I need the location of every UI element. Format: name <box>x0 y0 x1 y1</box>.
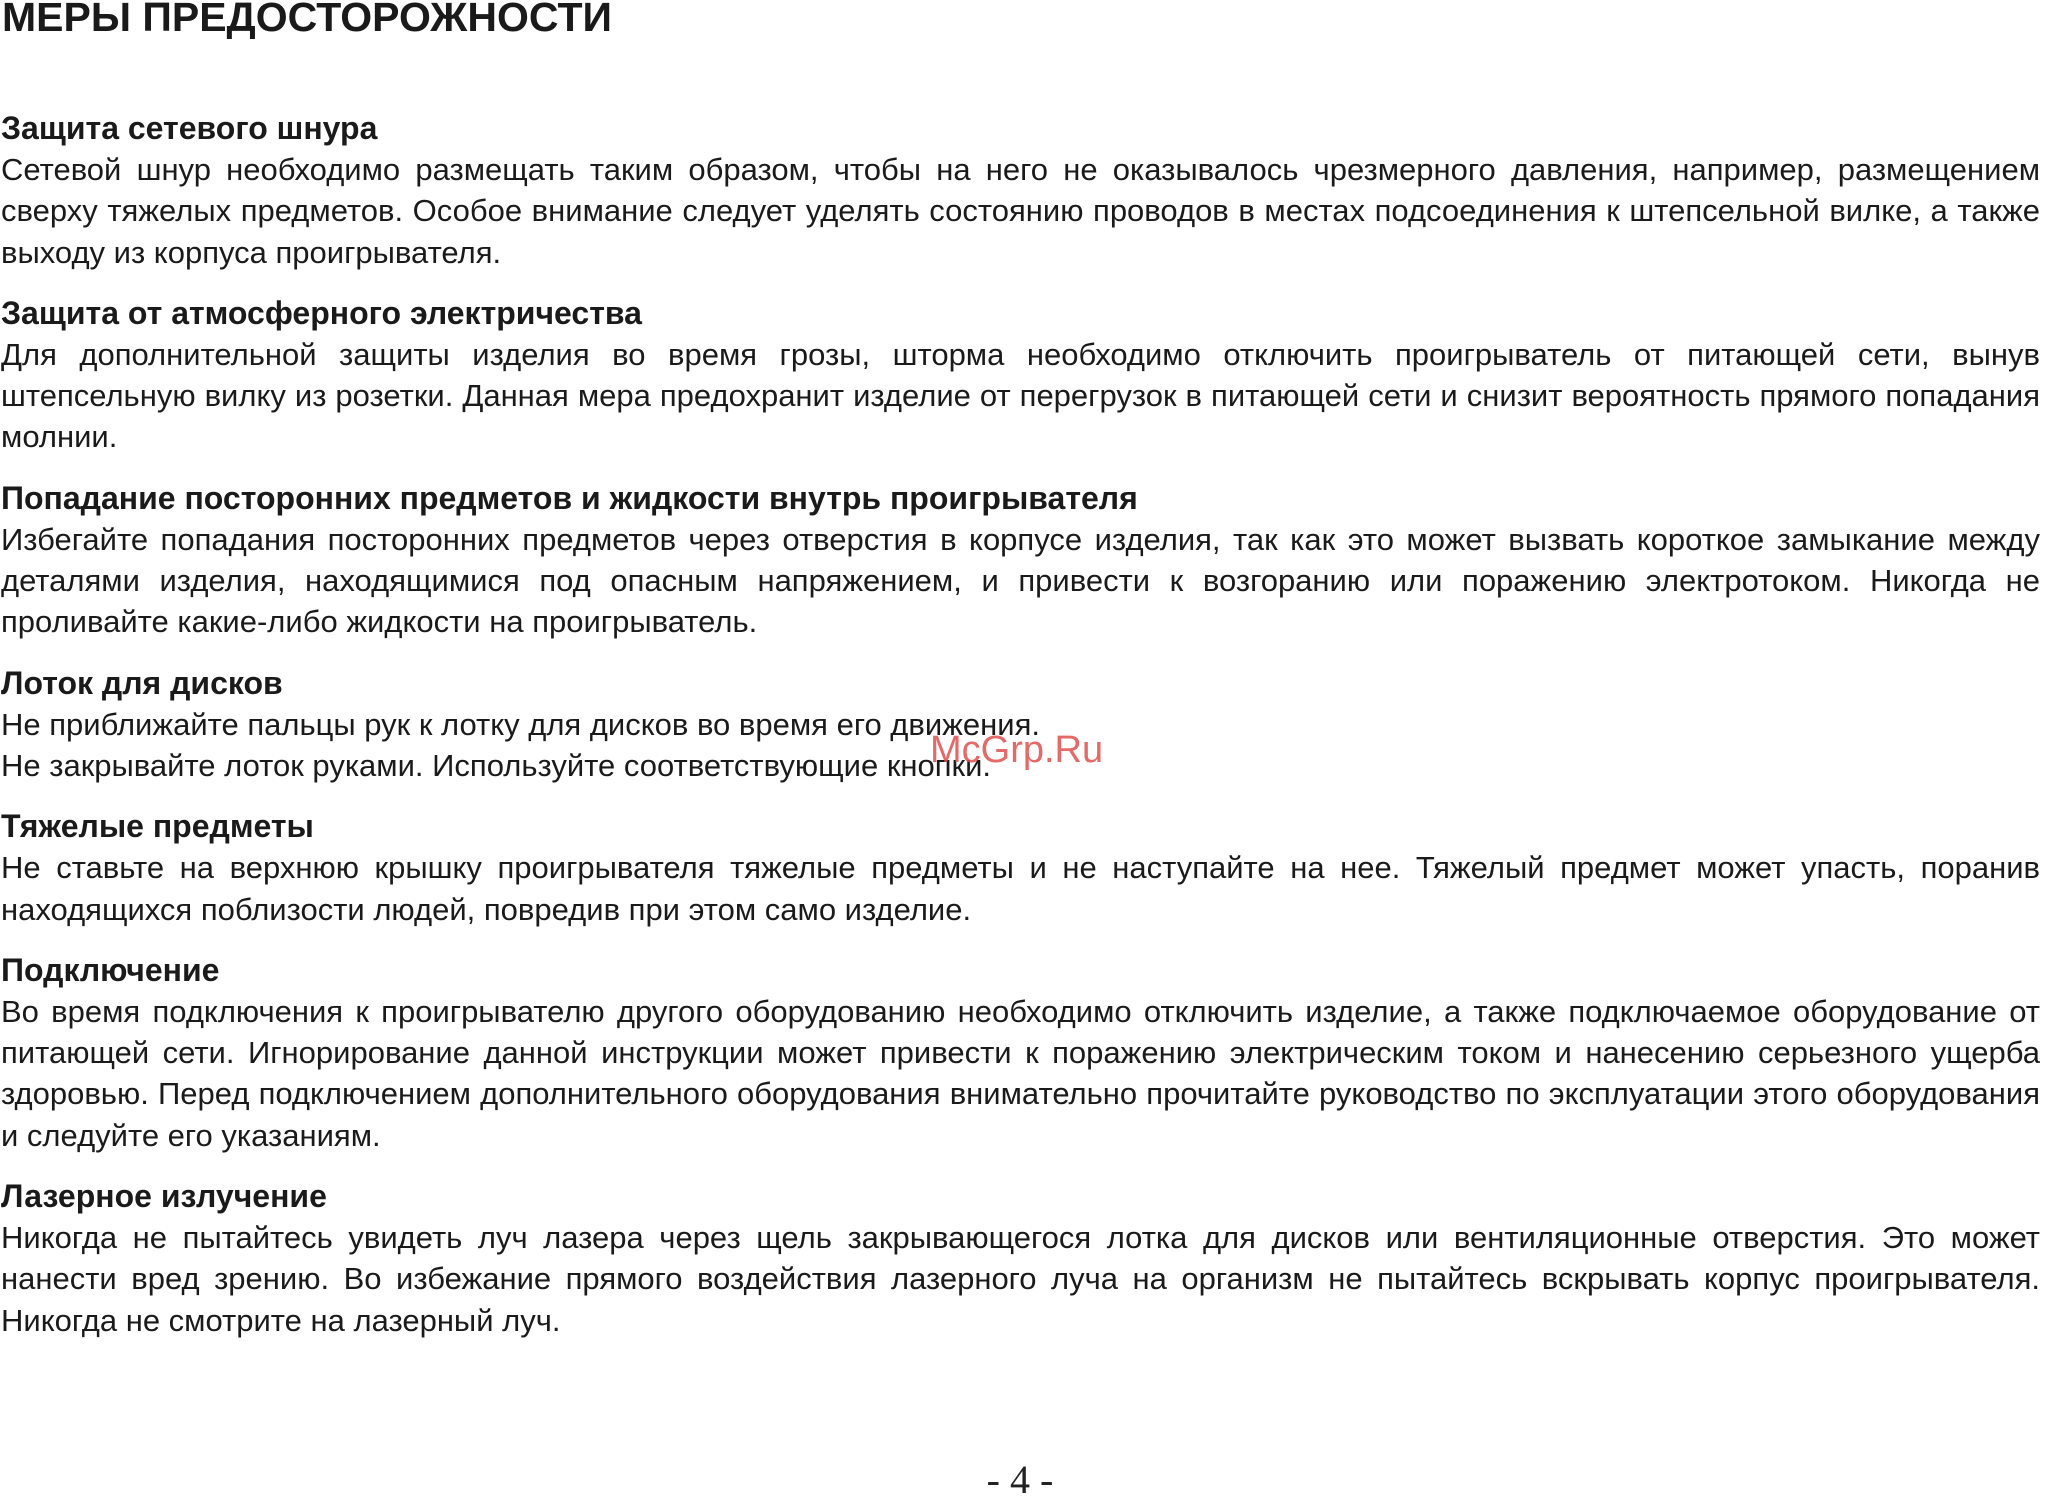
section-paragraph: Избегайте попадания посторонних предметов через отверстия в корпусе изделия, так как это может вызвать короткое замыкание между деталями изделия, находящимися под опасным напряжением, и привести к возгоранию или поражению электротоком. Никогда не проливайте какие-либо жидкости на проигрыватель. <box>1 521 2040 640</box>
section-paragraph: Во время подключения к проигрывателю другого оборудованию необходимо отключить изделие, а также подключаемое оборудование от питающей сети. Игнорирование данной инструкции может привести к поражению электрическим током и нанесению серьезного ущерба здоровью. Перед подключением дополнительного оборудования внимательно прочитайте руководство по эксплуатации этого оборудования и следуйте его указаниям. <box>1 993 2040 1153</box>
section-foreign-objects <box>1 478 2040 643</box>
section-heading: Попадание посторонних предметов и жидкости внутрь проигрывателя <box>1 479 1138 516</box>
section-heading: Лазерное излучение <box>1 1178 327 1215</box>
section-paragraph: Сетевой шнур необходимо размещать таким образом, чтобы на него не оказывалось чрезмерного давления, например, размещением сверху тяжелых предметов. Особое внимание следует уделять состоянию проводов в местах подсоединения к штепсельной вилке, а также выходу из корпуса проигрывателя. <box>1 152 2040 270</box>
section-heading: Подключение <box>1 951 220 988</box>
section-heading: Защита сетевого шнура <box>1 110 378 146</box>
section-heading: Защита от атмосферного электричества <box>1 294 642 331</box>
section-paragraph: Для дополнительной защиты изделия во время грозы, шторма необходимо отключить проигрыватель от питающей сети, вынув штепсельную вилку из розетки. Данная мера предохранит изделие от перегрузок в питающей сети и снизит вероятность прямого попадания молнии. <box>1 336 2040 455</box>
section-connection <box>1 950 2040 1156</box>
section-lightning <box>1 293 2040 458</box>
section-heading: Лоток для дисков <box>1 664 283 701</box>
section-heading: Тяжелые предметы <box>1 808 314 845</box>
page-title: МЕРЫ ПРЕДОСТОРОЖНОСТИ <box>2 0 612 40</box>
section-paragraph: Не ставьте на верхнюю крышку проигрывателя тяжелые предметы и не наступайте на нее. Тяжелый предмет может упасть, поранив находящихся поблизости людей, повредив при этом само изделие. <box>1 850 2040 927</box>
watermark: McGrp.Ru <box>930 729 1104 771</box>
section-laser <box>1 1176 2040 1341</box>
section-paragraph: Никогда не пытайтесь увидеть луч лазера через щель закрывающегося лотка для дисков или вентиляционные отверстия. Это может нанести вред зрению. Во избежание прямого воздействия лазерного луча на организм не пытайтесь вскрывать корпус проигрывателя. Никогда не смотрите на лазерный луч. <box>1 1220 2040 1338</box>
section-heavy-objects <box>1 806 2040 930</box>
page-number: - 4 - <box>986 1457 1054 1502</box>
section-line: Не приближайте пальцы рук к лотку для дисков во время его движения. <box>1 706 1040 742</box>
section-power-cord <box>1 108 2040 273</box>
section-line: Не закрывайте лоток руками. Используйте соответствующие кнопки. <box>1 747 992 783</box>
